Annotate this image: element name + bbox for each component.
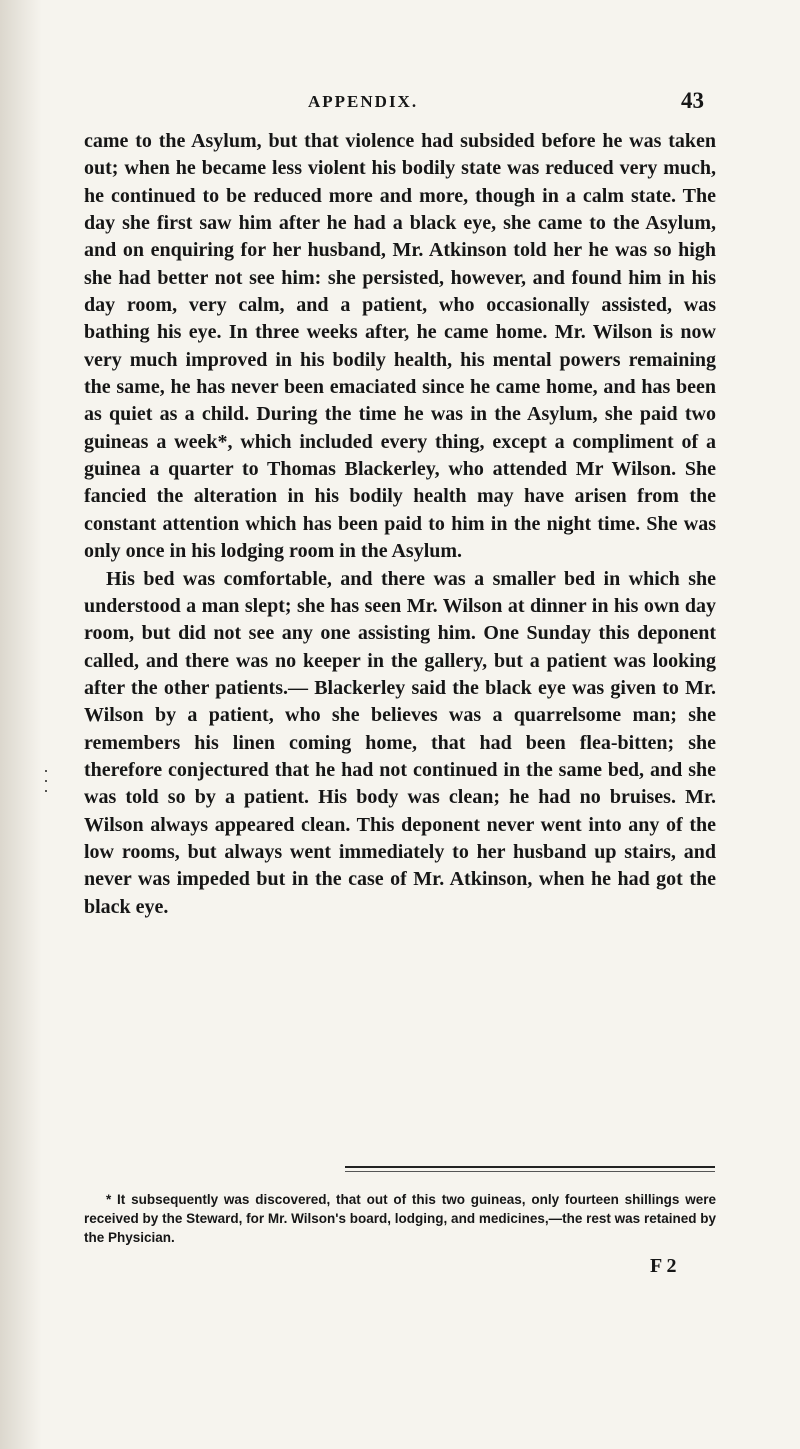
signature-mark: F 2 bbox=[650, 1255, 677, 1277]
footnote-rule-thin bbox=[345, 1171, 715, 1172]
running-title: APPENDIX. bbox=[308, 92, 419, 111]
margin-mark bbox=[45, 780, 47, 782]
page-number: 43 bbox=[681, 88, 704, 113]
footnote bbox=[84, 1190, 716, 1247]
margin-mark bbox=[45, 790, 47, 792]
footnote-rule bbox=[345, 1166, 715, 1168]
paragraph: His bed was comfortable, and there was a smaller bed in which she understood a man slept; she has seen Mr. Wilson at dinner in his own day room, but did not see any one assisting him. One Sunday this deponent called, and there was no keeper in the gallery, but a patient was looking after the other patients.— Blackerley said the black eye was given to Mr. Wilson by a patient, who she believes was a quarrelsome man; she remembers his linen coming home, that had been flea-bitten; she therefore conjectured that he had not continued in the same bed, and she was told so by a patient. His body was clean; he had no bruises. Mr. Wilson always appeared clean. This deponent never went into any of the low rooms, but always went immediately to her husband up stairs, and never was impeded but in the case of Mr. Atkinson, when he had got the black eye. bbox=[84, 567, 716, 918]
footnote-text: * It subsequently was discovered, that out of this two guineas, only fourteen shillings were received by the Steward, for Mr. Wilson's board, lodging, and medicines,—the rest was retained by the Physician. bbox=[84, 1192, 716, 1245]
margin-mark bbox=[45, 770, 47, 772]
gutter-shadow bbox=[0, 0, 42, 1449]
paragraph: came to the Asylum, but that violence had subsided before he was taken out; when he became less violent his bodily state was reduced very much, he continued to be reduced more and more, though in a calm state. The day she first saw him after he had a black eye, she came to the Asylum, and on enquiring for her husband, Mr. Atkinson told her he was so high she had better not see him: she persisted, however, and found him in his day room, very calm, and a patient, who occasionally assisted, was bathing his eye. In three weeks after, he came home. Mr. Wilson is now very much improved in his bodily health, his mental powers remaining the same, he has never been emaciated since he came home, and has been as quiet as a child. During the time he was in the Asylum, she paid two guineas a week*, which included every thing, except a compliment of a guinea a quarter to Thomas Blackerley, who attended Mr Wilson. She fancied the alteration in his bodily health may have arisen from the constant attention which has been paid to him in the night time. She was only once in his lodging room in the Asylum. bbox=[84, 130, 716, 563]
body-text bbox=[84, 128, 716, 921]
running-head bbox=[0, 88, 800, 122]
